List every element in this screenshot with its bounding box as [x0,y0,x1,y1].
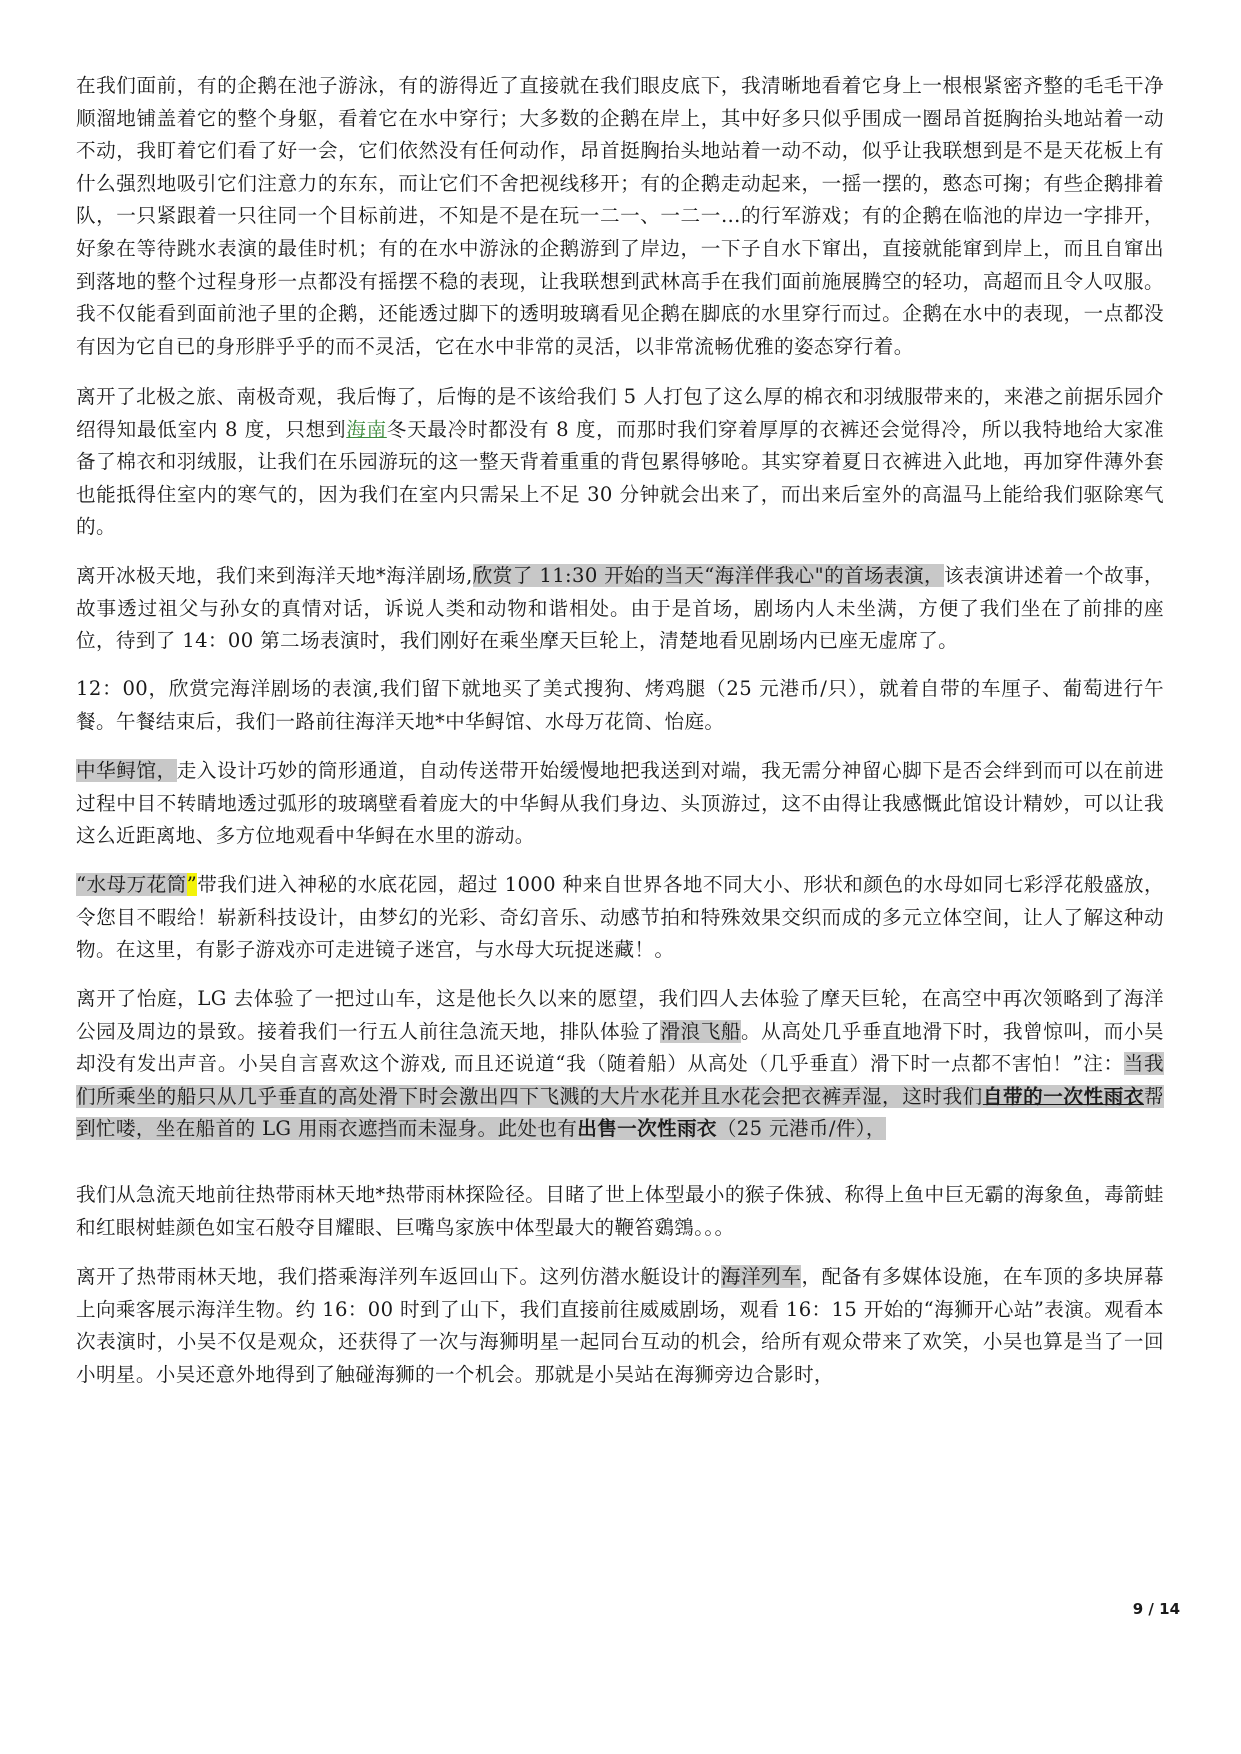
highlighted-text: 滑浪飞船 [660,1019,742,1043]
paragraph-text: 离开了怡庭，LG 去体验了一把过山车，这是他长久以来的愿望，我们四人去体验了摩天巨轮，在高空中再次领略到了海洋公园及周边的景致。接着我们一行五人前往急流天地，排队体验了 [76,987,1164,1043]
hainan-link[interactable]: 海南 [346,417,387,441]
paragraph-sturgeon-hall [76,755,1164,853]
paragraph-text: 该表演讲述着一个故事，故事透过祖父与孙女的真情对话，诉说人类和动物和谐相处。由于是首场，剧场内人未坐满，方便了我们坐在了前排的座位，待到了 14：00 第二场表演时，我们刚好在乘坐摩天巨轮上，清楚地看见剧场内已座无虚席了。 [76,564,1164,653]
highlighted-text: 帮到忙喽，坐在船首的 LG 用雨衣遮挡而未湿身。此处也有 [76,1084,1164,1141]
paragraph-ocean-theatre [76,560,1164,658]
highlighted-text: 当我们所乘坐的船只从几乎垂直的高处滑下时会激出四下飞溅的大片水花并且水花会把衣裤弄湿，这时我们 [76,1052,1165,1108]
paragraph-ocean-train [76,1261,1164,1391]
paragraph-jellyfish [76,869,1164,967]
paragraph-text: 我们从急流天地前往热带雨林天地*热带雨林探险径。目睹了世上体型最小的猴子侏狨、称得上鱼中巨无霸的海象鱼，毒箭蛙和红眼树蛙颜色如宝石般夺目耀眼、巨嘴鸟家族中体型最大的鞭笞鵎鵼。。。 [76,1183,1164,1239]
paragraph-rapids [76,983,1164,1146]
highlighted-text: 海洋列车 [720,1265,802,1288]
paragraph-lunch [76,673,1164,738]
paragraph-text: 。从高处几乎垂直地滑下时，我曾惊叫，而小吴却没有发出声音。小吴自言喜欢这个游戏, 而且还说道“我（随着船）从高处（几乎垂直）滑下时一点都不害怕！”注： [76,1019,1164,1076]
paragraph-text: 离开了热带雨林天地，我们搭乘海洋列车返回山下。这列仿潜水艇设计的 [76,1265,721,1288]
paragraph-text: 离开了北极之旅、南极奇观，我后悔了，后悔的是不该给我们 5 人打包了这么厚的棉衣和羽绒服带来的，来港之前据乐园介绍得知最低室内 8 度，只想到 [76,385,1164,441]
paragraph-text: 冬天最冷时都没有 8 度，而那时我们穿着厚厚的衣裤还会觉得冷，所以我特地给大家准备了棉衣和羽绒服，让我们在乐园游玩的这一整天背着重重的背包累得够呛。其实穿着夏日衣裤进入此地，再加穿件薄外套也能抵得住室内的寒气的，因为我们在室内只需呆上不足 30 分钟就会出来了，而出来后室外的高温马上能给我们驱除寒气的。 [76,417,1164,539]
paragraph-regret-clothing [76,381,1164,544]
bold-underlined-text: 自带的一次性雨衣 [982,1084,1145,1108]
paragraph-text: 离开冰极天地，我们来到海洋天地*海洋剧场, [76,564,473,587]
paragraph-penguins [76,70,1164,363]
page-number: 9 / 14 [1132,1600,1180,1618]
paragraph-rainforest [76,1179,1164,1244]
paragraph-text: 带我们进入神秘的水底花园，超过 1000 种来自世界各地不同大小、形状和颜色的水母如同七彩浮花般盛放，令您目不暇给！崭新科技设计，由梦幻的光彩、奇幻音乐、动感节拍和特殊效果交织而成的多元立体空间，让人了解这种动物。在这里，有影子游戏亦可走进镜子迷宫，与水母大玩捉迷藏！。 [76,873,1164,962]
paragraph-text: 12：00，欣赏完海洋剧场的表演,我们留下就地买了美式搜狗、烤鸡腿（25 元港币/只），就着自带的车厘子、葡萄进行午餐。午餐结束后，我们一路前往海洋天地*中华鲟馆、水母万花筒、怡庭。 [76,677,1164,733]
paragraph-text: ，配备有多媒体设施，在车顶的多块屏幕上向乘客展示海洋生物。约 16：00 时到了山下，我们直接前往威威剧场，观看 16：15 开始的“海狮开心站”表演。观看本次表演时，小吴不仅是观众，还获得了一次与海狮明星一起同台互动的机会，给所有观众带来了欢笑，小吴也算是当了一回小明星。小吴还意外地得到了触碰海狮的一个机会。那就是小吴站在海狮旁边合影时， [76,1265,1164,1386]
highlighted-quote-mark: ” [186,873,198,896]
highlighted-text: 欣赏了 11:30 开始的当天“海洋伴我心"的首场表演， [472,564,945,587]
highlighted-text: “水母万花筒 [76,873,187,896]
bold-text: 出售一次性雨衣 [577,1117,717,1141]
highlighted-text: 中华鲟馆， [76,759,177,782]
highlighted-text: （25 元港币/件）， [716,1117,886,1141]
paragraph-text: 在我们面前，有的企鹅在池子游泳，有的游得近了直接就在我们眼皮底下，我清晰地看着它身上一根根紧密齐整的毛毛干净顺溜地铺盖着它的整个身躯，看着它在水中穿行；大多数的企鹅在岸上，其中好多只似乎围成一圈昂首挺胸抬头地站着一动不动，我盯着它们看了好一会，它们依然没有任何动作，昂首挺胸抬头地站着一动不动，似乎让我联想到是不是天花板上有什么强烈地吸引它们注意力的东东，而让它们不舍把视线移开；有的企鹅走动起来，一摇一摆的，憨态可掬；有些企鹅排着队，一只紧跟着一只往同一个目标前进，不知是不是在玩一二一、一二一…的行军游戏；有的企鹅在临池的岸边一字排开，好象在等待跳水表演的最佳时机；有的在水中游泳的企鹅游到了岸边，一下子自水下窜出，直接就能窜到岸上，而且自窜出到落地的整个过程身形一点都没有摇摆不稳的表现，让我联想到武林高手在我们面前施展腾空的轻功，高超而且令人叹服。我不仅能看到面前池子里的企鹅，还能透过脚下的透明玻璃看见企鹅在脚底的水里穿行而过。企鹅在水中的表现，一点都没有因为它自已的身形胖乎乎的而不灵活，它在水中非常的灵活，以非常流畅优雅的姿态穿行着。 [76,74,1164,358]
paragraph-text: 走入设计巧妙的筒形通道，自动传送带开始缓慢地把我送到对端，我无需分神留心脚下是否会绊到而可以在前进过程中目不转睛地透过弧形的玻璃壁看着庞大的中华鲟从我们身边、头顶游过，这不由得让我感慨此馆设计精妙，可以让我这么近距离地、多方位地观看中华鲟在水里的游动。 [76,759,1164,848]
